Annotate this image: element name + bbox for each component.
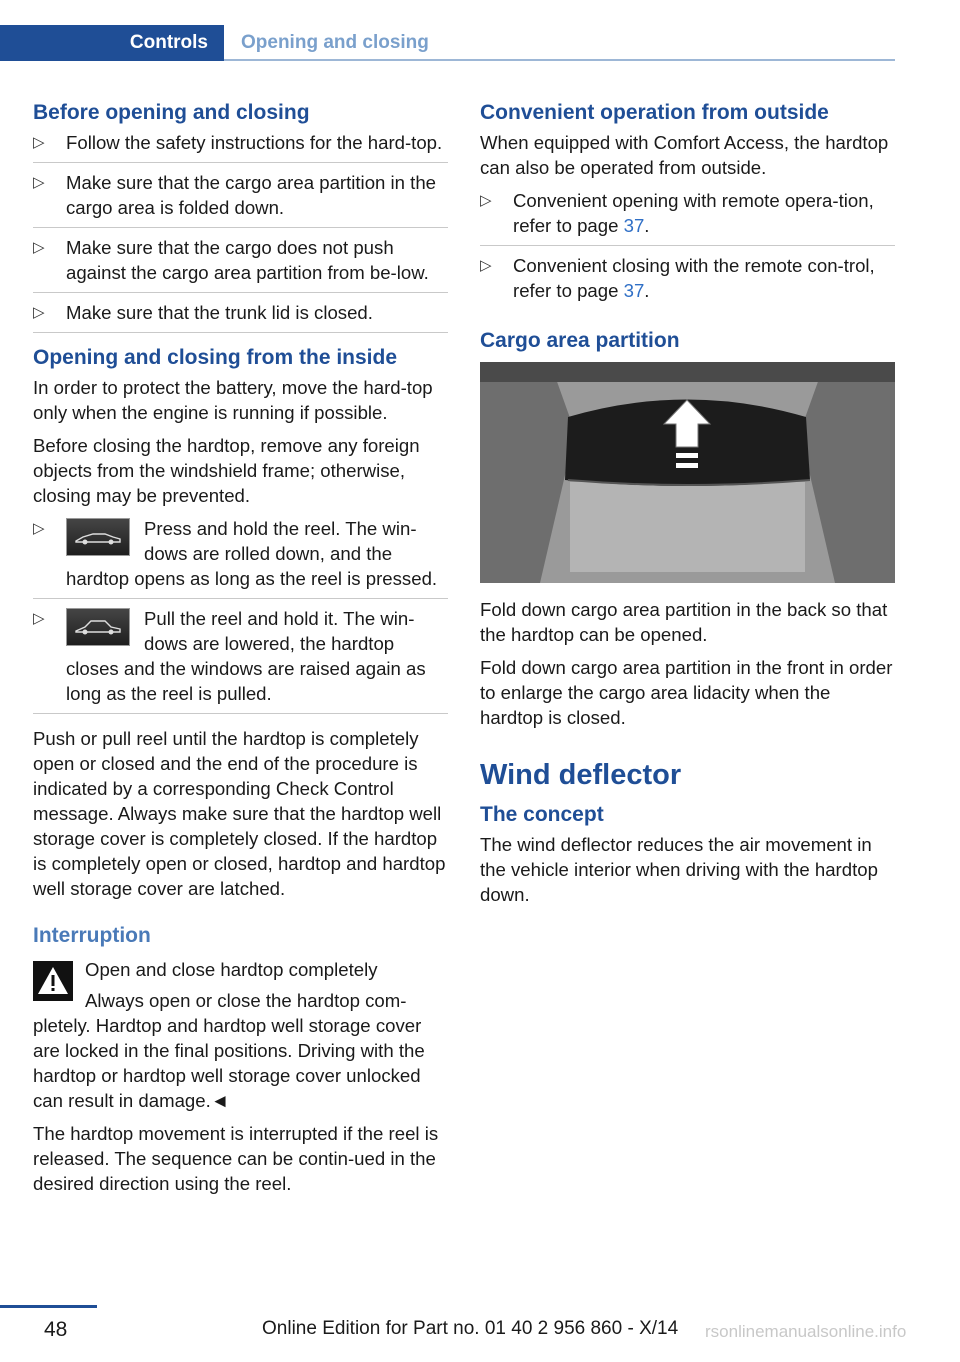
cargo-partition-image (480, 362, 895, 583)
concept-heading: The concept (480, 803, 604, 826)
cargo-paragraph-1: Fold down cargo area partition in the back so that the hardtop can be opened. (480, 599, 888, 645)
outside-list (480, 188, 895, 310)
warning-triangle-icon (33, 961, 73, 1001)
warning-body: Always open or close the hardtop com‐pletely. Hardtop and hardtop well storage cover are locked in the final positions. Driving with the hardtop or hardtop well storage cover unlocked can result in damage.◄ (33, 990, 425, 1111)
reel-close-text: Pull the reel and hold it. The win‐dows are lowered, the hardtop closes and the windows are raised again as long as the reel is pulled. (66, 608, 426, 704)
interruption-heading: Interruption (33, 924, 151, 947)
right-column (480, 100, 895, 915)
list-item (33, 516, 448, 599)
list-item: ▷ Make sure that the cargo does not push against the cargo area partition from be‐low. (33, 235, 448, 293)
warning-block (33, 957, 448, 1113)
list-item: ▷ Follow the safety instructions for the hard‐top. (33, 130, 448, 163)
page-link[interactable]: 37 (623, 215, 645, 236)
cargo-paragraph-2: Fold down cargo area partition in the front in order to enlarge the cargo area lidacity when the hardtop is closed. (480, 657, 893, 728)
list-item: ▷ Convenient opening with remote opera‐tion, refer to page 37. (480, 188, 895, 246)
concept-paragraph: The wind deflector reduces the air movement in the vehicle interior when driving with the hardtop down. (480, 834, 878, 905)
reel-open-text: Press and hold the reel. The win‐dows are rolled down, and the hardtop opens as long as the reel is pressed. (66, 518, 438, 589)
push-pull-paragraph: Push or pull reel until the hardtop is completely open or closed and the end of the procedure is indicated by a corresponding Check Control message. Always make sure that the hardtop well storage cover is completely closed. If the hardtop is completely open or closed, hardtop and hardtop well storage cover are latched. (33, 728, 446, 899)
hardtop-close-icon (66, 608, 130, 646)
warning-title: Open and close hardtop completely (85, 959, 378, 980)
footer-rule (0, 1305, 97, 1308)
wind-deflector-heading: Wind deflector (480, 759, 682, 791)
before-list (33, 130, 448, 333)
page-number: 48 (44, 1318, 68, 1341)
list-item (33, 606, 448, 714)
interrupt-paragraph: The hardtop movement is interrupted if the reel is released. The sequence can be contin‐ued in the desired direction using the reel. (33, 1123, 439, 1194)
list-item: ▷ Make sure that the cargo area partition in the cargo area is folded down. (33, 170, 448, 228)
section-tab-opening-closing: Opening and closing (241, 32, 429, 53)
header-rule (224, 59, 895, 61)
cargo-heading: Cargo area partition (480, 329, 680, 352)
page-link[interactable]: 37 (623, 280, 645, 301)
left-column (33, 100, 448, 1204)
list-item: ▷ Convenient closing with the remote con‐trol, refer to page 37. (480, 253, 895, 310)
list-item: ▷ Make sure that the trunk lid is closed. (33, 300, 448, 333)
inside-paragraph-2: Before closing the hardtop, remove any foreign objects from the windshield frame; otherwise, closing may be prevented. (33, 435, 420, 506)
outside-paragraph: When equipped with Comfort Access, the hardtop can also be operated from outside. (480, 132, 889, 178)
reel-list (33, 516, 448, 714)
inside-paragraph-1: In order to protect the battery, move the hard‐top only when the engine is running if possible. (33, 377, 433, 423)
before-heading: Before opening and closing (33, 101, 310, 124)
watermark: rsonlinemanualsonline.info (705, 1322, 907, 1341)
hardtop-open-icon (66, 518, 130, 556)
section-tab-controls: Controls (0, 25, 224, 61)
page-header (0, 25, 895, 61)
edition-text: Online Edition for Part no. 01 40 2 956 860 - X/14 (262, 1318, 679, 1339)
inside-heading: Opening and closing from the inside (33, 346, 398, 369)
outside-heading: Convenient operation from outside (480, 101, 829, 124)
